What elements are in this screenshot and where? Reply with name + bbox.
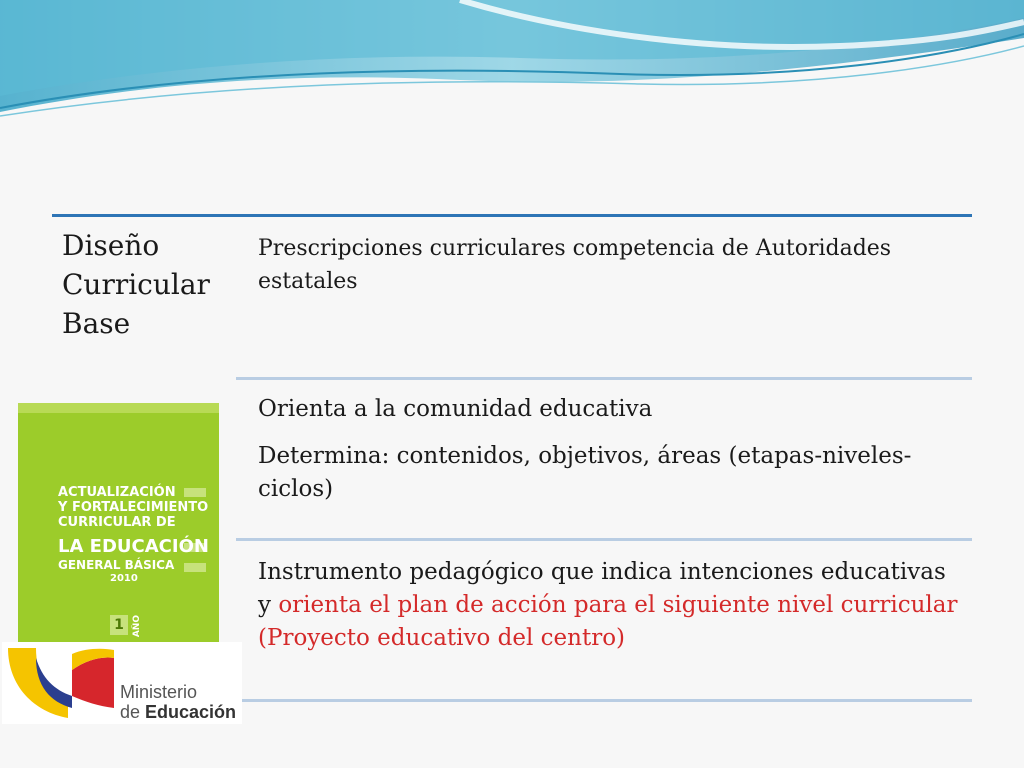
book-cover-bar bbox=[184, 488, 206, 497]
ministry-flag-icon bbox=[6, 646, 116, 720]
row-2-text-1: Orienta a la comunidad educativa bbox=[258, 396, 653, 422]
ministry-logo bbox=[2, 642, 242, 724]
book-cover-line-3: CURRICULAR DE bbox=[58, 515, 176, 530]
table-top-rule bbox=[52, 214, 972, 217]
row-divider bbox=[236, 699, 972, 702]
book-cover-bar bbox=[184, 563, 206, 572]
wave-decoration bbox=[0, 0, 1024, 130]
row-3-highlight: orienta el plan de acción para el siguiente nivel curricular (Proyecto educativo del centro) bbox=[258, 592, 958, 651]
slide-title: Diseño Curricular Base bbox=[62, 229, 210, 340]
book-cover-line-4: LA EDUCACIÓN bbox=[58, 536, 209, 557]
logo-line-1: Ministerio bbox=[120, 682, 198, 702]
row-2-text-2: Determina: contenidos, objetivos, áreas (etapas-niveles-ciclos) bbox=[258, 443, 912, 502]
row-divider bbox=[236, 538, 972, 541]
logo-line-2-bold: Educación bbox=[145, 702, 237, 722]
curriculum-book-cover bbox=[18, 403, 219, 643]
row-1-text: Prescripciones curriculares competencia de Autoridades estatales bbox=[258, 236, 892, 294]
table-row-2 bbox=[258, 393, 958, 506]
book-cover-grade-label: AÑO bbox=[132, 615, 142, 638]
logo-line-2 bbox=[120, 702, 236, 723]
book-cover-line-1: ACTUALIZACIÓN bbox=[58, 485, 176, 500]
row-3-plain: Instrumento pedagógico que indica intenciones educativas y bbox=[258, 559, 946, 618]
book-cover-year: 2010 bbox=[110, 573, 138, 584]
row-divider bbox=[236, 377, 972, 380]
row-3-text bbox=[258, 556, 958, 655]
table-row-1 bbox=[258, 232, 958, 298]
book-cover-grade: 1 bbox=[110, 615, 128, 635]
book-cover-line-2: Y FORTALECIMIENTO bbox=[58, 500, 209, 515]
book-cover-trim bbox=[18, 403, 219, 413]
book-cover-line-5: GENERAL BÁSICA bbox=[58, 558, 175, 572]
table-row-3 bbox=[258, 556, 958, 655]
logo-line-2-prefix: de bbox=[120, 702, 146, 722]
